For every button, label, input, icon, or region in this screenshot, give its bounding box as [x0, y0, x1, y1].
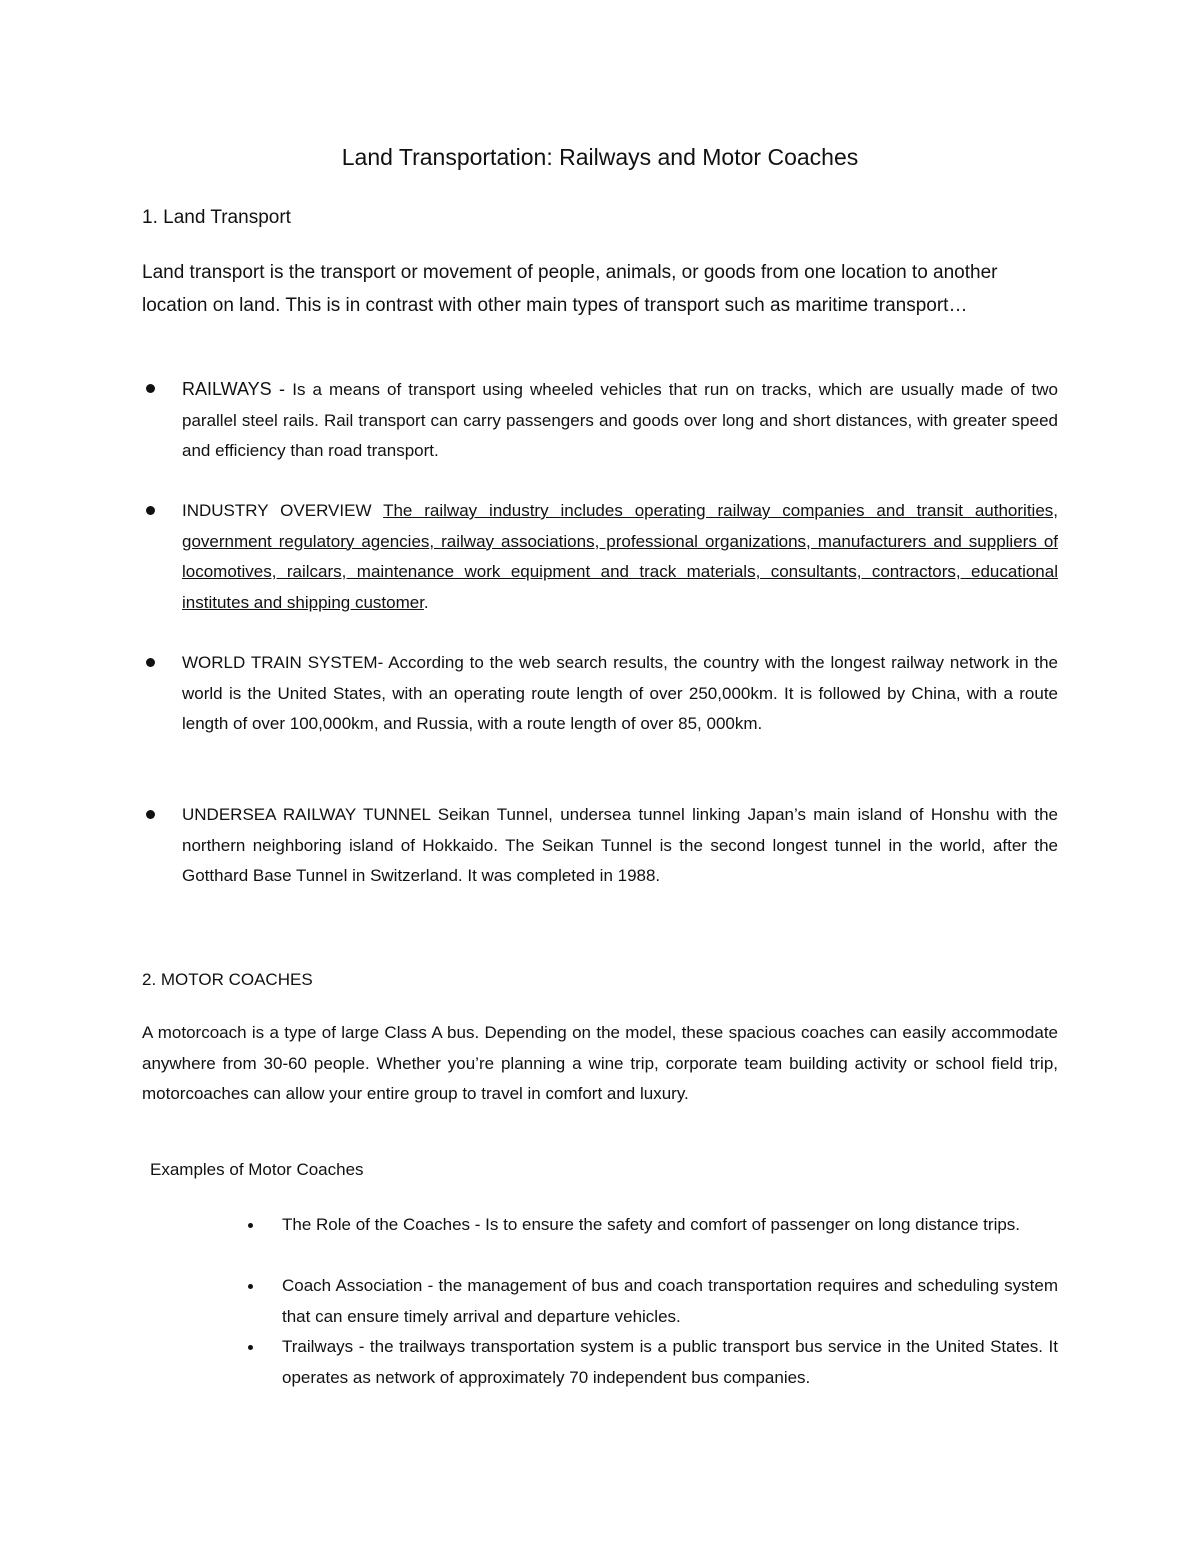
bullet-text: Is a means of transport using wheeled vehicles that run on tracks, which are usually made of two parallel steel rails. Rail transport can carry passengers and goods over long and short distances, with greater speed and efficiency than road transport.: [182, 380, 1058, 460]
intro-paragraph: Land transport is the transport or movement of people, animals, or goods from one location to another location on land. This is in contrast with other main types of transport such as maritime transport…: [142, 262, 998, 316]
bullet-end: .: [423, 592, 429, 612]
bullet-text: According to the web search results, the country with the longest railway network in the world is the United States, with an operating route length of over 250,000km. It is followed by China, with a route length of over 100,000km, and Russia, with a route length of over 85, 000km.: [182, 653, 1059, 733]
bullet-icon: [248, 1223, 253, 1228]
list-item: [142, 374, 1058, 467]
bullet-label: RAILWAYS -: [182, 379, 293, 399]
example-text: Trailways - the trailways transportation system is a public transport bus service in the United States. It operates as network of approximately 70 independent bus companies.: [282, 1337, 1058, 1387]
bullet-label: INDUSTRY OVERVIEW: [182, 501, 384, 520]
bullet-label: UNDERSEA RAILWAY TUNNEL: [182, 805, 438, 824]
bullet-icon: [146, 658, 155, 667]
list-item: [142, 800, 1058, 892]
section-heading-land-transport: 1. Land Transport: [142, 207, 291, 228]
bullet-icon: [146, 506, 155, 515]
list-item: [248, 1271, 1058, 1332]
example-text: Coach Association - the management of bus and coach transportation requires and scheduling system that can ensure timely arrival and departure vehicles.: [282, 1276, 1058, 1326]
example-text: The Role of the Coaches - Is to ensure the safety and comfort of passenger on long distance trips.: [282, 1215, 1021, 1234]
motorcoach-paragraph: A motorcoach is a type of large Class A bus. Depending on the model, these spacious coaches can easily accommodate anywhere from 30-60 people. Whether you’re planning a wine trip, corporate team building activity or school field trip, motorcoaches can allow your entire group to travel in comfort and luxury.: [142, 1023, 1058, 1103]
bullet-text: Seikan Tunnel, undersea tunnel linking Japan’s main island of Honshu with the northern neighboring island of Hokkaido. The Seikan Tunnel is the second longest tunnel in the world, after the Gotthard Base Tunnel in Switzerland. It was completed in 1988.: [182, 805, 1058, 885]
list-item: [142, 496, 1058, 618]
list-item: [248, 1332, 1058, 1393]
bullet-icon: [248, 1345, 253, 1350]
list-item: [248, 1210, 1058, 1241]
bullet-text: The railway industry includes operating railway companies and transit authorities, government regulatory agencies, railway associations, professional organizations, manufacturers and suppliers of locomotives, railcars, maintenance work equipment and track materials, consultants, contractors, educational institutes and shipping customer: [182, 501, 1059, 612]
section-heading-motor-coaches: 2. MOTOR COACHES: [142, 970, 313, 989]
examples-heading: Examples of Motor Coaches: [150, 1160, 364, 1179]
bullet-icon: [146, 810, 155, 819]
bullet-icon: [146, 384, 155, 393]
bullet-icon: [248, 1284, 253, 1289]
document-title: Land Transportation: Railways and Motor Coaches: [341, 144, 859, 170]
bullet-label: WORLD TRAIN SYSTEM-: [182, 653, 389, 672]
list-item: [142, 648, 1058, 740]
